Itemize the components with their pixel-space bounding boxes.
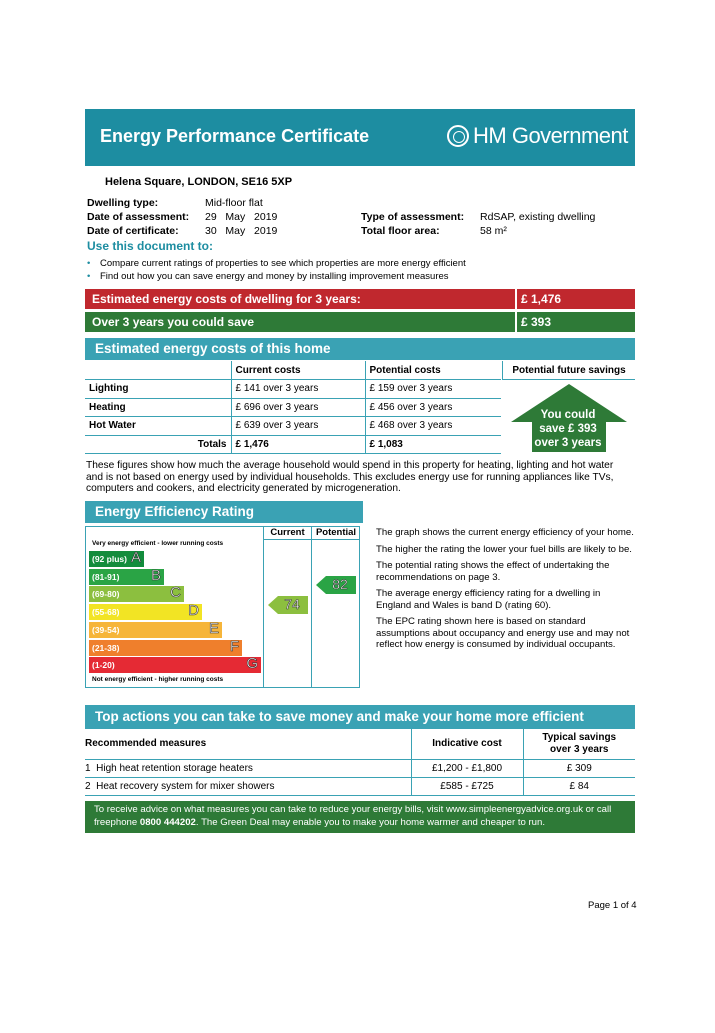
table-row: Heating £ 696 over 3 years £ 456 over 3 years: [85, 398, 501, 417]
header-indicative-cost: Indicative cost: [411, 729, 523, 759]
use-document-list: • Compare current ratings of properties to see which properties are more energy efficient • Find out how you can save energy and money by installing improvement measures: [87, 258, 466, 282]
save-3yr-label: Over 3 years you could save: [85, 312, 515, 332]
costs-table: [85, 361, 501, 454]
certificate-header: [85, 109, 635, 166]
savings-arrow-text: You could save £ 393 over 3 years: [534, 409, 602, 449]
page-number: Page 1 of 4: [588, 900, 637, 911]
assessment-date-value: 29 May 2019: [205, 211, 278, 223]
use-document-title: Use this document to:: [87, 239, 214, 253]
current-rating-value: 74: [284, 596, 300, 613]
cost-3yr-value: £ 1,476: [517, 289, 635, 309]
use-bullet: Compare current ratings of properties to see which properties are more energy efficient: [100, 258, 466, 269]
certificate-title: Energy Performance Certificate: [100, 126, 370, 146]
rating-section-title: Energy Efficiency Rating: [85, 501, 363, 523]
rating-col-current: Current: [270, 527, 305, 538]
totals-row: Totals £ 1,476 £ 1,083: [85, 435, 501, 454]
gov-label: HM Government: [473, 123, 628, 148]
advice-banner: To receive advice on what measures you can take to reduce your energy bills, visit www.simpleenergyadvice.org.uk or call freephone 0800 444202. The Green Deal may enable you to make your home warmer and cheaper to run.: [85, 801, 635, 833]
header-current: Current costs: [231, 361, 365, 380]
actions-table: [85, 729, 635, 796]
table-row: Hot Water £ 639 over 3 years £ 468 over 3 years: [85, 417, 501, 436]
rating-band-a: (92 plus) A: [89, 551, 144, 567]
table-row: 1 High heat retention storage heaters £1,200 - £1,800 £ 309: [85, 759, 635, 777]
header-measures: Recommended measures: [85, 729, 411, 759]
rating-col-potential: Potential: [315, 527, 357, 538]
floor-area-value: 58 m²: [480, 225, 507, 237]
rating-band-b: (81-91) B: [89, 569, 164, 585]
header-typical-savings: Typical savings over 3 years: [523, 729, 635, 759]
cost-3yr-label: Estimated energy costs of dwelling for 3 years:: [85, 289, 515, 309]
assessment-date-label: Date of assessment:: [87, 211, 190, 223]
floor-area-label: Total floor area:: [361, 225, 440, 237]
assessment-type-label: Type of assessment:: [361, 211, 465, 223]
hm-government-logo: [447, 123, 628, 149]
actions-section-title: Top actions you can take to save money and make your home more efficient: [85, 705, 635, 729]
potential-rating-value: 82: [332, 575, 348, 592]
bottom-efficiency-label: Not energy efficient - higher running costs: [92, 676, 224, 683]
rating-band-f: (21-38) F: [89, 640, 242, 656]
save-3yr-value: £ 393: [517, 312, 635, 332]
details-right: [361, 210, 595, 238]
rating-band-g: (1-20) G: [89, 657, 261, 673]
rating-band-d: (55-68) D: [89, 604, 202, 620]
assessment-type-value: RdSAP, existing dwelling: [480, 211, 596, 223]
top-efficiency-label: Very energy efficient - lower running costs: [92, 540, 224, 547]
costs-section-title: Estimated energy costs of this home: [85, 338, 635, 360]
rating-explanation: The graph shows the current energy efficiency of your home. The higher the rating the lower your fuel bills are likely to be. The potential rating shows the effect of undertaking the recommendations on page 3. The average energy efficiency rating for a dwelling in England and Wales is band D (rating 60). The EPC rating shown here is based on standard assumptions about occupancy and energy use and may not reflect how energy is consumed by individual occupants.: [376, 527, 634, 650]
dwelling-type-value: Mid-floor flat: [205, 197, 263, 209]
use-bullet: Find out how you can save energy and money by installing improvement measures: [100, 270, 449, 282]
dwelling-type-label: Dwelling type:: [87, 197, 159, 209]
royal-crest-icon: [447, 125, 469, 147]
header-future-savings: Potential future savings: [502, 361, 635, 380]
property-address: Helena Square, LONDON, SE16 5XP: [105, 176, 293, 188]
header-potential: Potential costs: [365, 361, 501, 380]
certificate-date-label: Date of certificate:: [87, 225, 179, 237]
rating-band-c: (69-80) C: [89, 586, 184, 602]
rating-band-e: (39-54) E: [89, 622, 222, 638]
table-row: Lighting £ 141 over 3 years £ 159 over 3 years: [85, 380, 501, 399]
details-left: [87, 196, 277, 238]
costs-note: These figures show how much the average household would spend in this property for heating, lighting and hot water and is not based on energy used by individual households. This excludes energy use for running appliances like TVs, computers and cookers, and electricity generated by microgeneration.: [86, 460, 614, 494]
table-row: 2 Heat recovery system for mixer showers £585 - £725 £ 84: [85, 777, 635, 795]
certificate-date-value: 30 May 2019: [205, 225, 278, 237]
